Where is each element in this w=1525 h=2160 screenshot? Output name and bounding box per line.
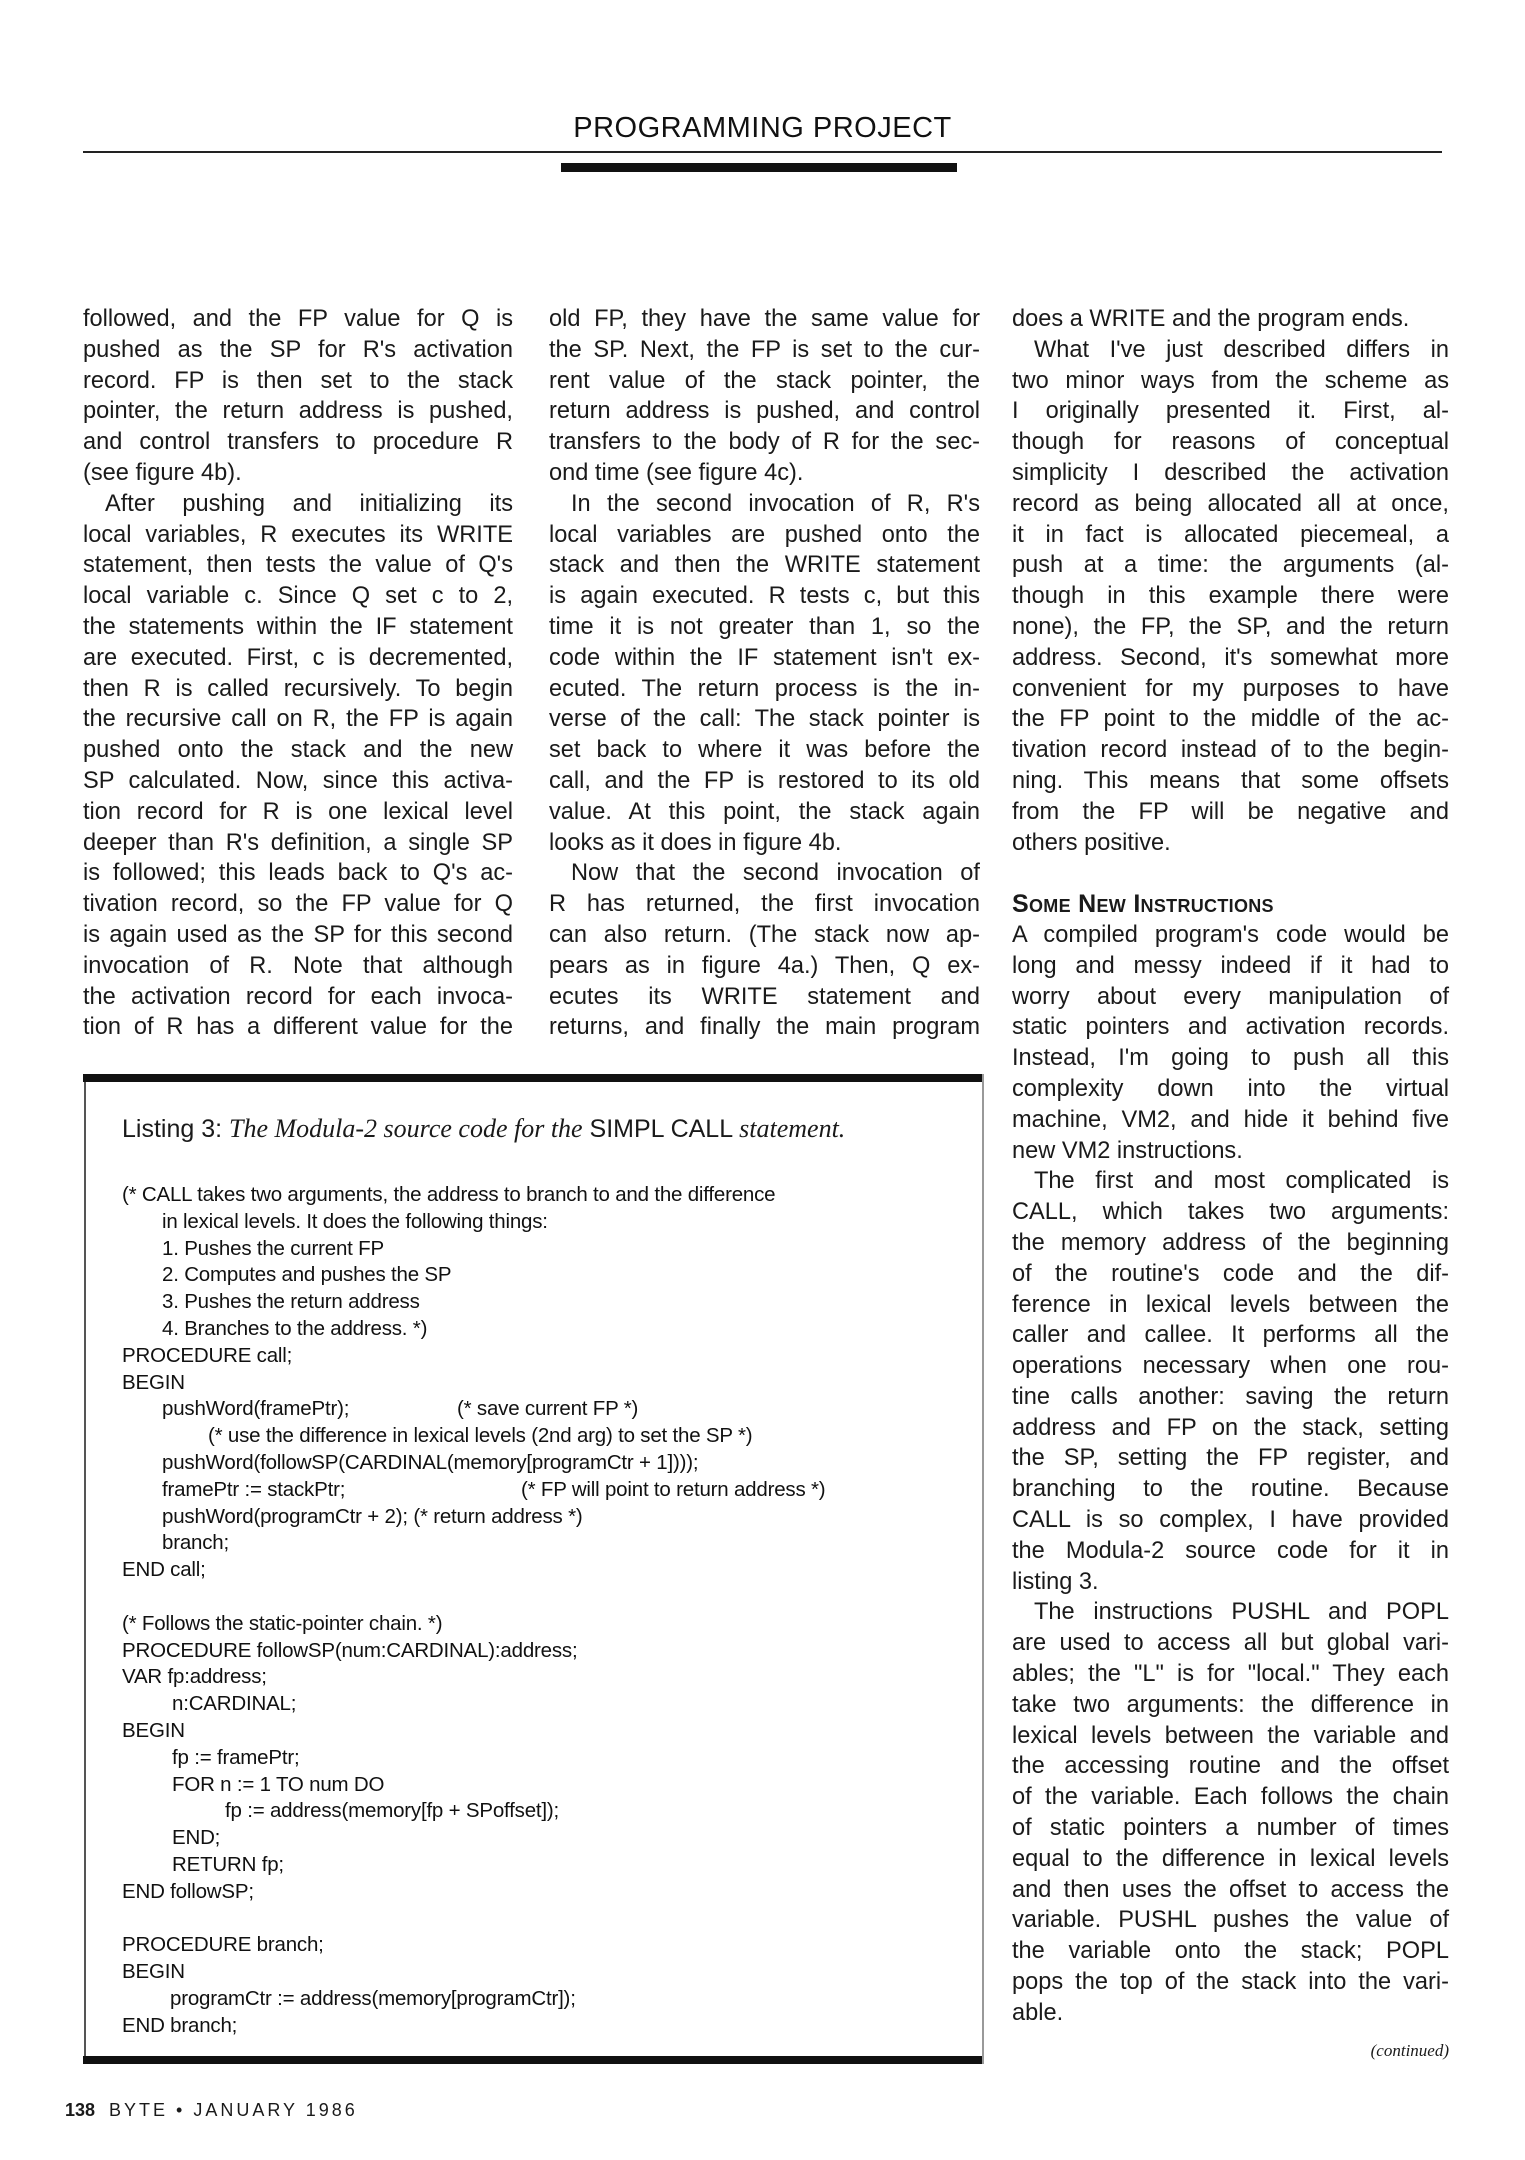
code-line: BEGIN bbox=[122, 1960, 185, 1984]
text-line: the activation record for each invoca- bbox=[83, 983, 513, 1010]
text-line: A compiled program's code would be bbox=[1012, 921, 1449, 948]
text-line: equal to the difference in lexical levels bbox=[1012, 1845, 1449, 1872]
code-line: n:CARDINAL; bbox=[172, 1692, 297, 1716]
text-line: take two arguments: the difference in bbox=[1012, 1691, 1449, 1718]
text-line: convenient for my purposes to have bbox=[1012, 675, 1449, 702]
text-line: new VM2 instructions. bbox=[1012, 1137, 1243, 1164]
section-title: PROGRAMMING PROJECT bbox=[573, 112, 952, 144]
text-line: After pushing and initializing its bbox=[105, 490, 513, 517]
text-line: statement, then tests the value of Q's bbox=[83, 552, 513, 579]
text-line: followed, and the FP value for Q is bbox=[83, 306, 513, 332]
code-line: PROCEDURE call; bbox=[122, 1343, 293, 1367]
text-line: deeper than R's definition, a single SP bbox=[83, 829, 513, 856]
text-line: is again executed. R tests c, but this bbox=[549, 583, 980, 610]
text-line: simplicity I described the activation bbox=[1012, 459, 1449, 486]
text-line: two minor ways from the scheme as bbox=[1012, 367, 1449, 394]
text-line: though for reasons of conceptual bbox=[1012, 429, 1449, 456]
text-line: can also return. (The stack now ap- bbox=[549, 921, 980, 948]
text-line: transfers to the body of R for the sec- bbox=[549, 429, 980, 456]
code-line: PROCEDURE branch; bbox=[122, 1933, 324, 1957]
text-line: record as being allocated all at once, bbox=[1012, 490, 1449, 517]
code-line: programCtr := address(memory[programCtr]); bbox=[170, 1987, 576, 2010]
text-line: the Modula-2 source code for it in bbox=[1012, 1537, 1449, 1564]
code-line: FOR n := 1 TO num DO bbox=[172, 1772, 385, 1796]
text-line: are executed. First, c is decremented, bbox=[83, 644, 513, 671]
text-line: the statements within the IF statement bbox=[83, 613, 513, 640]
text-line: time it is not greater than 1, so the bbox=[549, 613, 980, 640]
text-line: return address is pushed, and control bbox=[549, 398, 980, 425]
page-footer bbox=[65, 2100, 358, 2121]
code-comment: (* save current FP *) bbox=[457, 1397, 639, 1421]
text-line: address and FP on the stack, setting bbox=[1012, 1414, 1449, 1441]
text-line: the accessing routine and the offset bbox=[1012, 1753, 1449, 1780]
text-line: code within the IF statement isn't ex- bbox=[549, 644, 980, 671]
text-line: then R is called recursively. To begin bbox=[83, 675, 513, 702]
text-line: stack and then the WRITE statement bbox=[549, 552, 980, 579]
text-line: The first and most complicated is bbox=[1034, 1168, 1449, 1195]
code-line: END branch; bbox=[122, 2013, 238, 2037]
text-line: the SP. Next, the FP is set to the cur- bbox=[549, 336, 980, 363]
continued-note: (continued) bbox=[1370, 2041, 1449, 2060]
text-line: ables; the "L" is for "local." They each bbox=[1012, 1661, 1449, 1688]
text-line: call, and the FP is restored to its old bbox=[549, 767, 980, 794]
text-line: complexity down into the virtual bbox=[1012, 1075, 1449, 1102]
code-line: in lexical levels. It does the following things: bbox=[162, 1209, 548, 1233]
page-number: 138 bbox=[65, 2100, 96, 2120]
code-line: (* Follows the static-pointer chain. *) bbox=[122, 1611, 443, 1635]
text-line: invocation of R. Note that although bbox=[83, 952, 513, 979]
text-line: tivation record, so the FP value for Q bbox=[83, 891, 513, 918]
code-line: 4. Branches to the address. *) bbox=[162, 1317, 428, 1340]
text-line: returns, and finally the main program bbox=[549, 1014, 980, 1041]
listing-caption bbox=[122, 1114, 845, 1144]
text-line: verse of the call: The stack pointer is bbox=[549, 706, 980, 733]
text-line: pointer, the return address is pushed, bbox=[83, 398, 513, 425]
text-line: value. At this point, the stack again bbox=[549, 798, 980, 825]
text-line: tine calls another: saving the return bbox=[1012, 1383, 1449, 1410]
code-line: 2. Computes and pushes the SP bbox=[162, 1263, 452, 1287]
text-line: pears as in figure 4a.) Then, Q ex- bbox=[549, 952, 980, 979]
code-comment: (* FP will point to return address *) bbox=[521, 1477, 826, 1501]
magazine-issue: BYTE • JANUARY 1986 bbox=[109, 2100, 358, 2120]
text-line: SP calculated. Now, since this activa- bbox=[83, 767, 513, 794]
text-line: and control transfers to procedure R bbox=[83, 429, 513, 456]
text-line: pops the top of the stack into the vari- bbox=[1012, 1969, 1449, 1996]
text-line: the SP, setting the FP register, and bbox=[1012, 1445, 1449, 1472]
text-line: old FP, they have the same value for bbox=[549, 306, 980, 332]
listing-caption-italic: The Modula-2 source code for the bbox=[229, 1114, 583, 1143]
code-line: END; bbox=[172, 1826, 221, 1850]
header-rule bbox=[83, 151, 1442, 153]
text-line: pushed onto the stack and the new bbox=[83, 737, 513, 764]
text-line: of the variable. Each follows the chain bbox=[1012, 1784, 1449, 1811]
code-line: BEGIN bbox=[122, 1370, 185, 1394]
code-line: framePtr := stackPtr; bbox=[162, 1477, 346, 1501]
text-line: Instead, I'm going to push all this bbox=[1012, 1045, 1449, 1072]
header-bar bbox=[561, 163, 957, 172]
listing-caption-plain: SIMPL CALL bbox=[582, 1115, 740, 1143]
text-line: CALL is so complex, I have provided bbox=[1012, 1507, 1449, 1534]
text-line: The instructions PUSHL and POPL bbox=[1034, 1599, 1449, 1626]
code-line: END followSP; bbox=[122, 1879, 254, 1903]
text-line: (see figure 4b). bbox=[83, 459, 242, 486]
code-line: (* use the difference in lexical levels (2nd arg) to set the SP *) bbox=[208, 1424, 753, 1448]
text-line: branching to the routine. Because bbox=[1012, 1476, 1449, 1503]
text-line: local variables, R executes its WRITE bbox=[83, 521, 513, 548]
text-line: pushed as the SP for R's activation bbox=[83, 336, 513, 363]
code-line: 1. Pushes the current FP bbox=[162, 1236, 384, 1260]
text-line: though in this example there were bbox=[1012, 583, 1449, 610]
text-line: are used to access all but global vari- bbox=[1012, 1630, 1449, 1657]
text-line: I originally presented it. First, al- bbox=[1012, 398, 1449, 425]
text-line: and then uses the offset to access the bbox=[1012, 1876, 1449, 1903]
text-line: does a WRITE and the program ends. bbox=[1012, 306, 1410, 332]
text-line: set back to where it was before the bbox=[549, 737, 980, 764]
text-line: push at a time: the arguments (al- bbox=[1012, 552, 1449, 579]
text-line: it in fact is allocated piecemeal, a bbox=[1012, 521, 1449, 548]
text-line: ning. This means that some offsets bbox=[1012, 767, 1449, 794]
text-line: local variables are pushed onto the bbox=[549, 521, 980, 548]
spacer bbox=[1012, 858, 1449, 889]
text-line: tion record for R is one lexical level bbox=[83, 798, 513, 825]
text-line: rent value of the stack pointer, the bbox=[549, 367, 980, 394]
code-line: branch; bbox=[162, 1531, 229, 1555]
code-line: pushWord(framePtr); bbox=[162, 1397, 350, 1421]
code-line: END call; bbox=[122, 1558, 206, 1582]
text-column-3 bbox=[1012, 304, 1449, 2029]
code-line: fp := address(memory[fp + SPoffset]); bbox=[225, 1799, 560, 1823]
text-line: none), the FP, the SP, and the return bbox=[1012, 613, 1449, 640]
code-line: 3. Pushes the return address bbox=[162, 1290, 420, 1314]
text-line: In the second invocation of R, R's bbox=[571, 490, 980, 517]
text-line: is followed; this leads back to Q's ac- bbox=[83, 860, 513, 887]
listing-caption-italic-end: statement. bbox=[739, 1114, 846, 1143]
text-line: operations necessary when one rou- bbox=[1012, 1353, 1449, 1380]
text-line: is again used as the SP for this second bbox=[83, 921, 513, 948]
code-line: pushWord(followSP(CARDINAL(memory[programCtr + 1]))); bbox=[162, 1451, 699, 1474]
listing-top-rule bbox=[83, 1074, 982, 1082]
text-line: lexical levels between the variable and bbox=[1012, 1722, 1449, 1749]
text-column-1 bbox=[83, 304, 513, 1043]
code-line: RETURN fp; bbox=[172, 1853, 284, 1876]
code-line: BEGIN bbox=[122, 1719, 185, 1742]
code-line: VAR fp:address; bbox=[122, 1665, 267, 1689]
listing-bottom-rule bbox=[83, 2056, 982, 2064]
text-line: record. FP is then set to the stack bbox=[83, 367, 513, 394]
text-line: static pointers and activation records. bbox=[1012, 1014, 1449, 1041]
code-line: fp := framePtr; bbox=[172, 1745, 300, 1769]
listing-label: Listing 3: bbox=[122, 1115, 230, 1143]
text-line: ference in lexical levels between the bbox=[1012, 1291, 1449, 1318]
text-column-2 bbox=[549, 304, 980, 1043]
text-line: looks as it does in figure 4b. bbox=[549, 829, 842, 856]
text-line: What I've just described differs in bbox=[1034, 336, 1449, 363]
text-line: ond time (see figure 4c). bbox=[549, 459, 804, 486]
text-line: machine, VM2, and hide it behind five bbox=[1012, 1106, 1449, 1133]
text-line: the FP point to the middle of the ac- bbox=[1012, 706, 1449, 733]
text-line: the memory address of the beginning bbox=[1012, 1229, 1449, 1256]
text-line: R has returned, the first invocation bbox=[549, 891, 980, 918]
text-line: Now that the second invocation of bbox=[571, 860, 980, 887]
text-line: the variable onto the stack; POPL bbox=[1012, 1938, 1449, 1965]
text-line: able. bbox=[1012, 1999, 1064, 2026]
text-line: caller and callee. It performs all the bbox=[1012, 1322, 1449, 1349]
text-line: ecutes its WRITE statement and bbox=[549, 983, 980, 1010]
code-line: PROCEDURE followSP(num:CARDINAL):address; bbox=[122, 1638, 578, 1662]
code-line: (* CALL takes two arguments, the address to branch to and the difference bbox=[122, 1183, 776, 1206]
text-line: CALL, which takes two arguments: bbox=[1012, 1199, 1449, 1226]
text-line: of the routine's code and the dif- bbox=[1012, 1260, 1449, 1287]
text-line: tivation record instead of to the begin- bbox=[1012, 737, 1449, 764]
text-line: listing 3. bbox=[1012, 1568, 1099, 1595]
text-line: from the FP will be negative and bbox=[1012, 798, 1449, 825]
text-line: variable. PUSHL pushes the value of bbox=[1012, 1907, 1449, 1934]
text-line: long and messy indeed if it had to bbox=[1012, 952, 1449, 979]
text-line: address. Second, it's somewhat more bbox=[1012, 644, 1449, 671]
text-line: tion of R has a different value for the bbox=[83, 1014, 513, 1041]
text-line: local variable c. Since Q set c to 2, bbox=[83, 583, 513, 610]
code-line: pushWord(programCtr + 2); (* return address *) bbox=[162, 1504, 583, 1528]
text-line: the recursive call on R, the FP is again bbox=[83, 706, 513, 733]
text-line: of static pointers a number of times bbox=[1012, 1815, 1449, 1842]
section-heading: Some New Instructions bbox=[1012, 890, 1274, 919]
text-line: ecuted. The return process is the in- bbox=[549, 675, 980, 702]
text-line: worry about every manipulation of bbox=[1012, 983, 1449, 1010]
text-line: others positive. bbox=[1012, 829, 1171, 856]
